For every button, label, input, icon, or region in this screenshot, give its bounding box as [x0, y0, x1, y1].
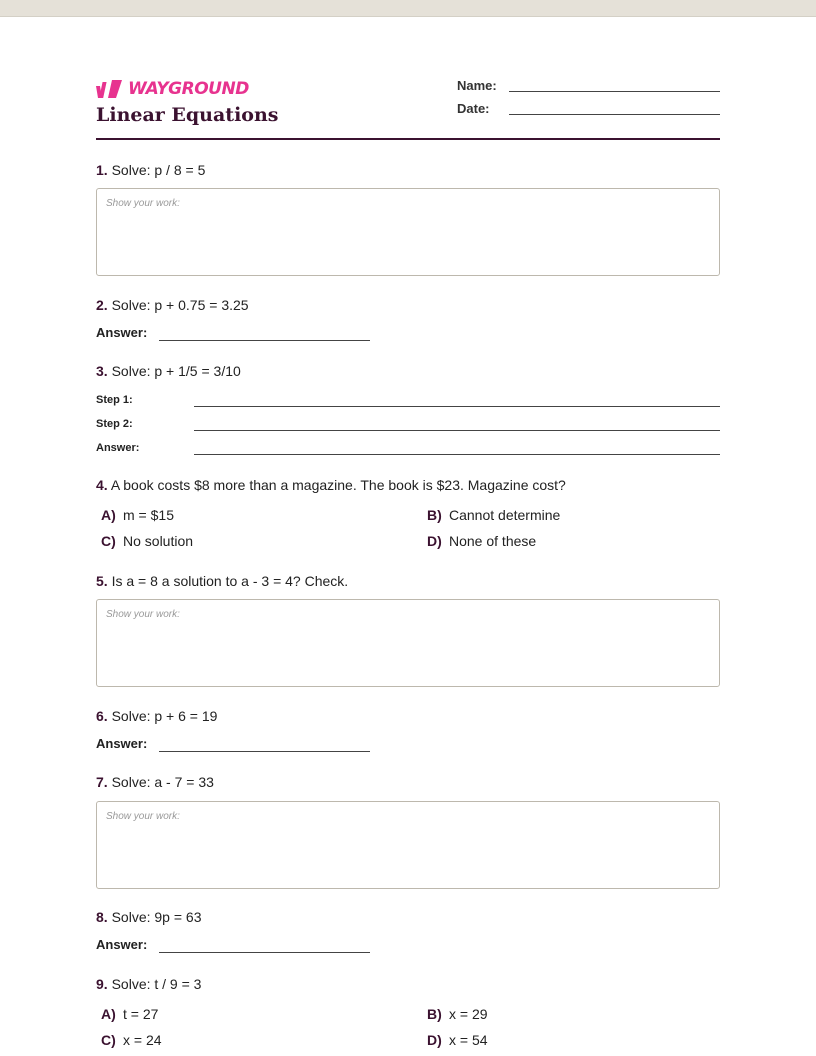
- name-field[interactable]: [457, 78, 720, 98]
- answer-label: Answer:: [96, 325, 148, 340]
- work-box-5[interactable]: [96, 599, 720, 687]
- question-text: Solve: p + 6 = 19: [111, 708, 218, 724]
- step-line[interactable]: [194, 430, 720, 431]
- option-text: x = 24: [123, 1032, 162, 1048]
- option-text: No solution: [123, 533, 194, 549]
- answer-field-2[interactable]: [96, 325, 370, 345]
- step-2-field[interactable]: [96, 418, 720, 436]
- work-box-7[interactable]: [96, 801, 720, 889]
- option-letter: C): [101, 1032, 116, 1048]
- answer-field-8[interactable]: [96, 937, 370, 957]
- option-text: m = $15: [123, 507, 174, 523]
- wayground-logo: [96, 79, 249, 99]
- work-placeholder: Show your work:: [106, 811, 180, 822]
- question-number: 1.: [96, 162, 108, 178]
- question-number: 5.: [96, 573, 108, 589]
- question-number: 9.: [96, 976, 108, 992]
- question-text: Solve: t / 9 = 3: [111, 976, 202, 992]
- step-label: Step 1:: [96, 394, 133, 406]
- question-number: 3.: [96, 363, 108, 379]
- question-text: Solve: p / 8 = 5: [111, 162, 206, 178]
- step-label: Answer:: [96, 442, 140, 454]
- date-field[interactable]: [457, 101, 720, 121]
- question-text: Solve: p + 1/5 = 3/10: [111, 363, 241, 379]
- option-letter: C): [101, 533, 116, 549]
- option-text: x = 54: [449, 1032, 488, 1048]
- question-text: Is a = 8 a solution to a - 3 = 4? Check.: [111, 573, 349, 589]
- question-number: 8.: [96, 909, 108, 925]
- option-d[interactable]: [427, 1032, 488, 1048]
- name-line[interactable]: [509, 91, 720, 92]
- answer-label: Answer:: [96, 937, 148, 952]
- option-letter: A): [101, 507, 116, 523]
- option-letter: B): [427, 1006, 442, 1022]
- question-2: [96, 297, 720, 313]
- header-divider: [96, 138, 720, 140]
- top-toolbar-strip: [0, 0, 816, 17]
- work-box-1[interactable]: [96, 188, 720, 276]
- question-text: Solve: p + 0.75 = 3.25: [111, 297, 249, 313]
- question-9: [96, 976, 720, 992]
- worksheet-header: [96, 78, 720, 140]
- question-4: [96, 477, 720, 493]
- option-b[interactable]: [427, 507, 560, 523]
- question-8: [96, 909, 720, 925]
- option-letter: D): [427, 533, 442, 549]
- wayground-mark-icon: [96, 80, 122, 98]
- answer-line[interactable]: [159, 751, 370, 752]
- answer-field-6[interactable]: [96, 736, 370, 756]
- option-text: t = 27: [123, 1006, 159, 1022]
- option-c[interactable]: [101, 533, 193, 549]
- question-number: 2.: [96, 297, 108, 313]
- work-placeholder: Show your work:: [106, 609, 180, 620]
- option-c[interactable]: [101, 1032, 162, 1048]
- question-5: [96, 573, 720, 589]
- option-letter: D): [427, 1032, 442, 1048]
- question-text: Solve: a - 7 = 33: [111, 774, 214, 790]
- work-placeholder: Show your work:: [106, 198, 180, 209]
- logo-text: WAYGROUND: [128, 79, 249, 99]
- step-label: Step 2:: [96, 418, 133, 430]
- option-a[interactable]: [101, 507, 174, 523]
- question-7: [96, 774, 720, 790]
- question-text: A book costs $8 more than a magazine. The book is $23. Magazine cost?: [110, 477, 566, 493]
- question-number: 6.: [96, 708, 108, 724]
- question-number: 7.: [96, 774, 108, 790]
- answer-label: Answer:: [96, 736, 148, 751]
- date-label: Date:: [457, 101, 490, 116]
- name-label: Name:: [457, 78, 497, 93]
- option-a[interactable]: [101, 1006, 158, 1022]
- option-d[interactable]: [427, 533, 536, 549]
- question-3: [96, 363, 720, 379]
- question-number: 4.: [96, 477, 108, 493]
- date-line[interactable]: [509, 114, 720, 115]
- option-text: x = 29: [449, 1006, 488, 1022]
- question-6: [96, 708, 720, 724]
- step-line[interactable]: [194, 454, 720, 455]
- worksheet-title: Linear Equations: [96, 104, 279, 126]
- option-text: Cannot determine: [449, 507, 561, 523]
- option-b[interactable]: [427, 1006, 488, 1022]
- question-text: Solve: 9p = 63: [111, 909, 202, 925]
- option-letter: B): [427, 507, 442, 523]
- option-letter: A): [101, 1006, 116, 1022]
- answer-line[interactable]: [159, 952, 370, 953]
- option-text: None of these: [449, 533, 537, 549]
- answer-line[interactable]: [159, 340, 370, 341]
- question-1: [96, 162, 720, 178]
- step-1-field[interactable]: [96, 394, 720, 412]
- step-answer-field[interactable]: [96, 442, 720, 460]
- step-line[interactable]: [194, 406, 720, 407]
